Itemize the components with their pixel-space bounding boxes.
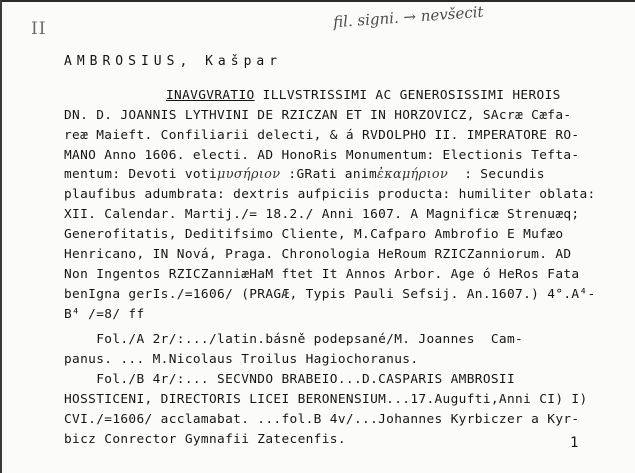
text-line-11: benIgna gerIs./=1606/ (PRAGÆ, Typis Pauli Sefsij. An.1607.) 4°.A⁴- (64, 287, 596, 302)
note-line-3: Fol./B 4r/:... SECVNDO BRABEIO...D.CASPARIS AMBROSII (64, 372, 516, 387)
text-line-2: DN. D. JOANNIS LYTHVINI DE RZICZAN ET IN HORZOVICZ, SAcræ Cæfa- (64, 108, 572, 123)
title-line-1-rest: ILLVSTRISSIMI AC GENEROSISSIMI HEROIS (254, 88, 561, 103)
title-word: INAVGVRATIO (166, 88, 255, 103)
margin-mark: II (31, 19, 47, 39)
text-line-12: B⁴ /=8/ ff (64, 307, 145, 322)
text-line-7: XII. Calendar. Martij./= 18.2./ Anni 1607. A Magnificæ Strenuæq; (64, 207, 580, 222)
text-line-8: Generofitatis, Deditifsimo Cliente, M.Cafparo Ambrofio E Mufæo (64, 227, 564, 242)
title-line-1 (166, 88, 561, 103)
text-line-6: plaufibus adumbrata: dextris aufpiciis producta: humiliter oblata: (64, 187, 596, 202)
note-line-4: HOSSTICENI, DIRECTORIS LICEI BERONENSIUM...17.Augufti,Anni CI) I) (64, 392, 588, 407)
note-line-1: Fol./A 2r/:.../latin.básně podepsané/M. Joannes Cam- (64, 332, 524, 347)
text-line-5-mid: :GRati anim (280, 167, 378, 182)
text-line-5-start: mentum: Devoti voti (64, 167, 218, 182)
text-line-10: Non Ingentos RZICZanniæHaM ftet It Annos Arbor. Age ó HeRos Fata (64, 267, 580, 282)
note-line-2: panus. ... M.Nicolaus Troilus Hagiochoranus. (64, 352, 419, 367)
text-line-4: MANO Anno 1606. electi. AD HonoRis Monumentum: Electionis Tefta- (64, 148, 580, 163)
card-top-edge (0, 0, 635, 2)
text-line-3: reæ Maieft. Confiliarii delecti, & á RVDOLPHO II. IMPERATORE RO- (64, 128, 580, 143)
greek-word-2: ἐκαμήριον (377, 167, 449, 182)
entry-heading: AMBROSIUS, Kašpar (64, 54, 283, 69)
text-line-5 (64, 167, 545, 182)
greek-word-1: μυσήριον (217, 167, 281, 182)
handwritten-note: fil. signi. → nevšecit (332, 2, 485, 32)
note-line-6: bicz Conrector Gymnafii Zatecenfis. (64, 432, 346, 447)
text-line-9: Henricano, IN Nová, Praga. Chronologia HeRoum RZICZanniorum. AD (64, 247, 572, 262)
page-number: 1 (570, 435, 579, 451)
card-left-edge (0, 0, 2, 473)
note-line-5: CVI./=1606/ acclamabat. ...fol.B 4v/...Johannes Kyrbiczer a Kyr- (64, 412, 580, 427)
text-line-5-tail: : Secundis (448, 167, 545, 182)
